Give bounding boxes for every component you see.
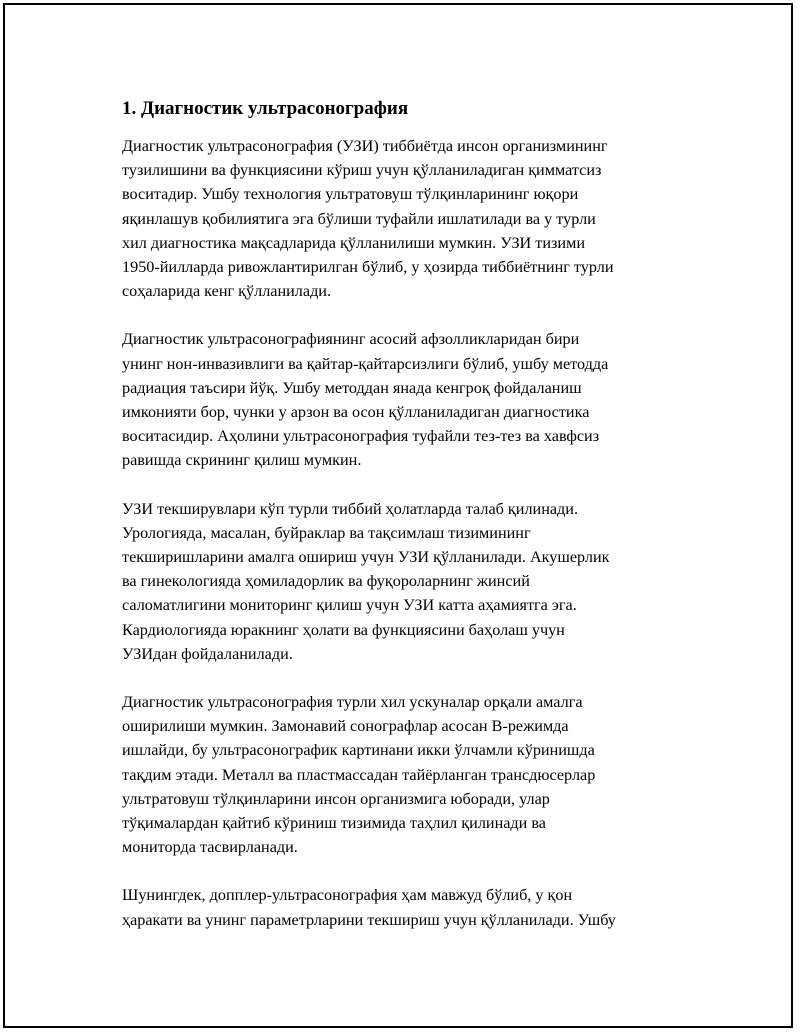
text-line: яқинлашув қобилиятига эга бўлиши туфайли ишлатилади ва у турли — [122, 209, 596, 228]
text-line: саломатлигини мониторинг қилиш учун УЗИ катта аҳамиятга эга. — [122, 596, 577, 615]
text-line: соҳаларида кенг қўлланилади. — [122, 282, 332, 301]
text-line: Диагностик ультрасонография турли хил ускуналар орқали амалга — [122, 693, 583, 712]
paragraph-4 — [122, 690, 702, 859]
paragraph-1 — [122, 134, 702, 303]
text-line: ишлайди, бу ультрасонографик картинани икки ўлчамли кўринишда — [122, 741, 595, 760]
text-line: 1950-йилларда ривожлантирилган бўлиб, у ҳозирда тиббиётнинг турли — [122, 258, 614, 277]
text-line: ультратовуш тўлқинларини инсон организмига юборади, улар — [122, 789, 550, 808]
text-line: хил диагностика мақсадларида қўлланилиши мумкин. УЗИ тизими — [122, 233, 585, 252]
text-line: оширилиши мумкин. Замонавий сонографлар асосан B-режимда — [122, 717, 569, 736]
text-line: унинг нон-инвазивлиги ва қайтар-қайтарсизлиги бўлиб, ушбу методда — [122, 354, 609, 373]
text-line: тузилишини ва функциясини кўриш учун қўлланиладиган қимматсиз — [122, 161, 602, 180]
text-line: равишда скрининг қилиш мумкин. — [122, 451, 362, 470]
section-title: 1. Диагностик ультрасонография — [122, 98, 409, 119]
text-line: УЗИдан фойдаланилади. — [122, 644, 293, 663]
text-line: Шунингдек, допплер-ультрасонография ҳам мавжуд бўлиб, у қон — [122, 886, 573, 905]
text-line: ҳаракати ва унинг параметрларини текшириш учун қўлланилади. Ушбу — [122, 910, 616, 929]
text-line: радиация таъсири йўқ. Ушбу методдан янада кенгроқ фойдаланиш — [122, 378, 582, 397]
text-line: Диагностик ультрасонография (УЗИ) тиббиётда инсон организмининг — [122, 137, 608, 155]
paragraph-5 — [122, 883, 702, 931]
document-page — [3, 3, 793, 1028]
text-line: тўқималардан қайтиб кўриниш тизимида таҳлил қилинади ва — [122, 814, 546, 833]
text-line: мониторда тасвирланади. — [122, 838, 298, 857]
text-line: воситадир. Ушбу технология ультратовуш тўлқинларининг юқори — [122, 185, 579, 204]
text-line: воситасидир. Аҳолини ультрасонография туфайли тез-тез ва хавфсиз — [122, 427, 600, 446]
document-body — [122, 97, 702, 956]
text-line: Урологияда, масалан, буйраклар ва тақсимлаш тизимининг — [122, 523, 531, 542]
text-line: Кардиологияда юракнинг ҳолати ва функциясини баҳолаш учун — [122, 620, 565, 639]
text-line: УЗИ текширувлари кўп турли тиббий ҳолатларда талаб қилинади. — [122, 499, 578, 518]
text-line: текширишларини амалга ошириш учун УЗИ қўлланилади. Акушерлик — [122, 548, 610, 567]
text-line: тақдим этади. Металл ва пластмассадан тайёрланган трансдюсерлар — [122, 765, 596, 784]
text-line: ва гинекологияда ҳомиладорлик ва фуқороларнинг жинсий — [122, 572, 530, 591]
paragraph-3 — [122, 497, 702, 666]
text-line: Диагностик ультрасонографиянинг асосий афзолликларидан бири — [122, 330, 580, 349]
paragraph-2 — [122, 327, 702, 472]
text-line: имконияти бор, чунки у арзон ва осон қўлланиладиган диагностика — [122, 403, 590, 422]
